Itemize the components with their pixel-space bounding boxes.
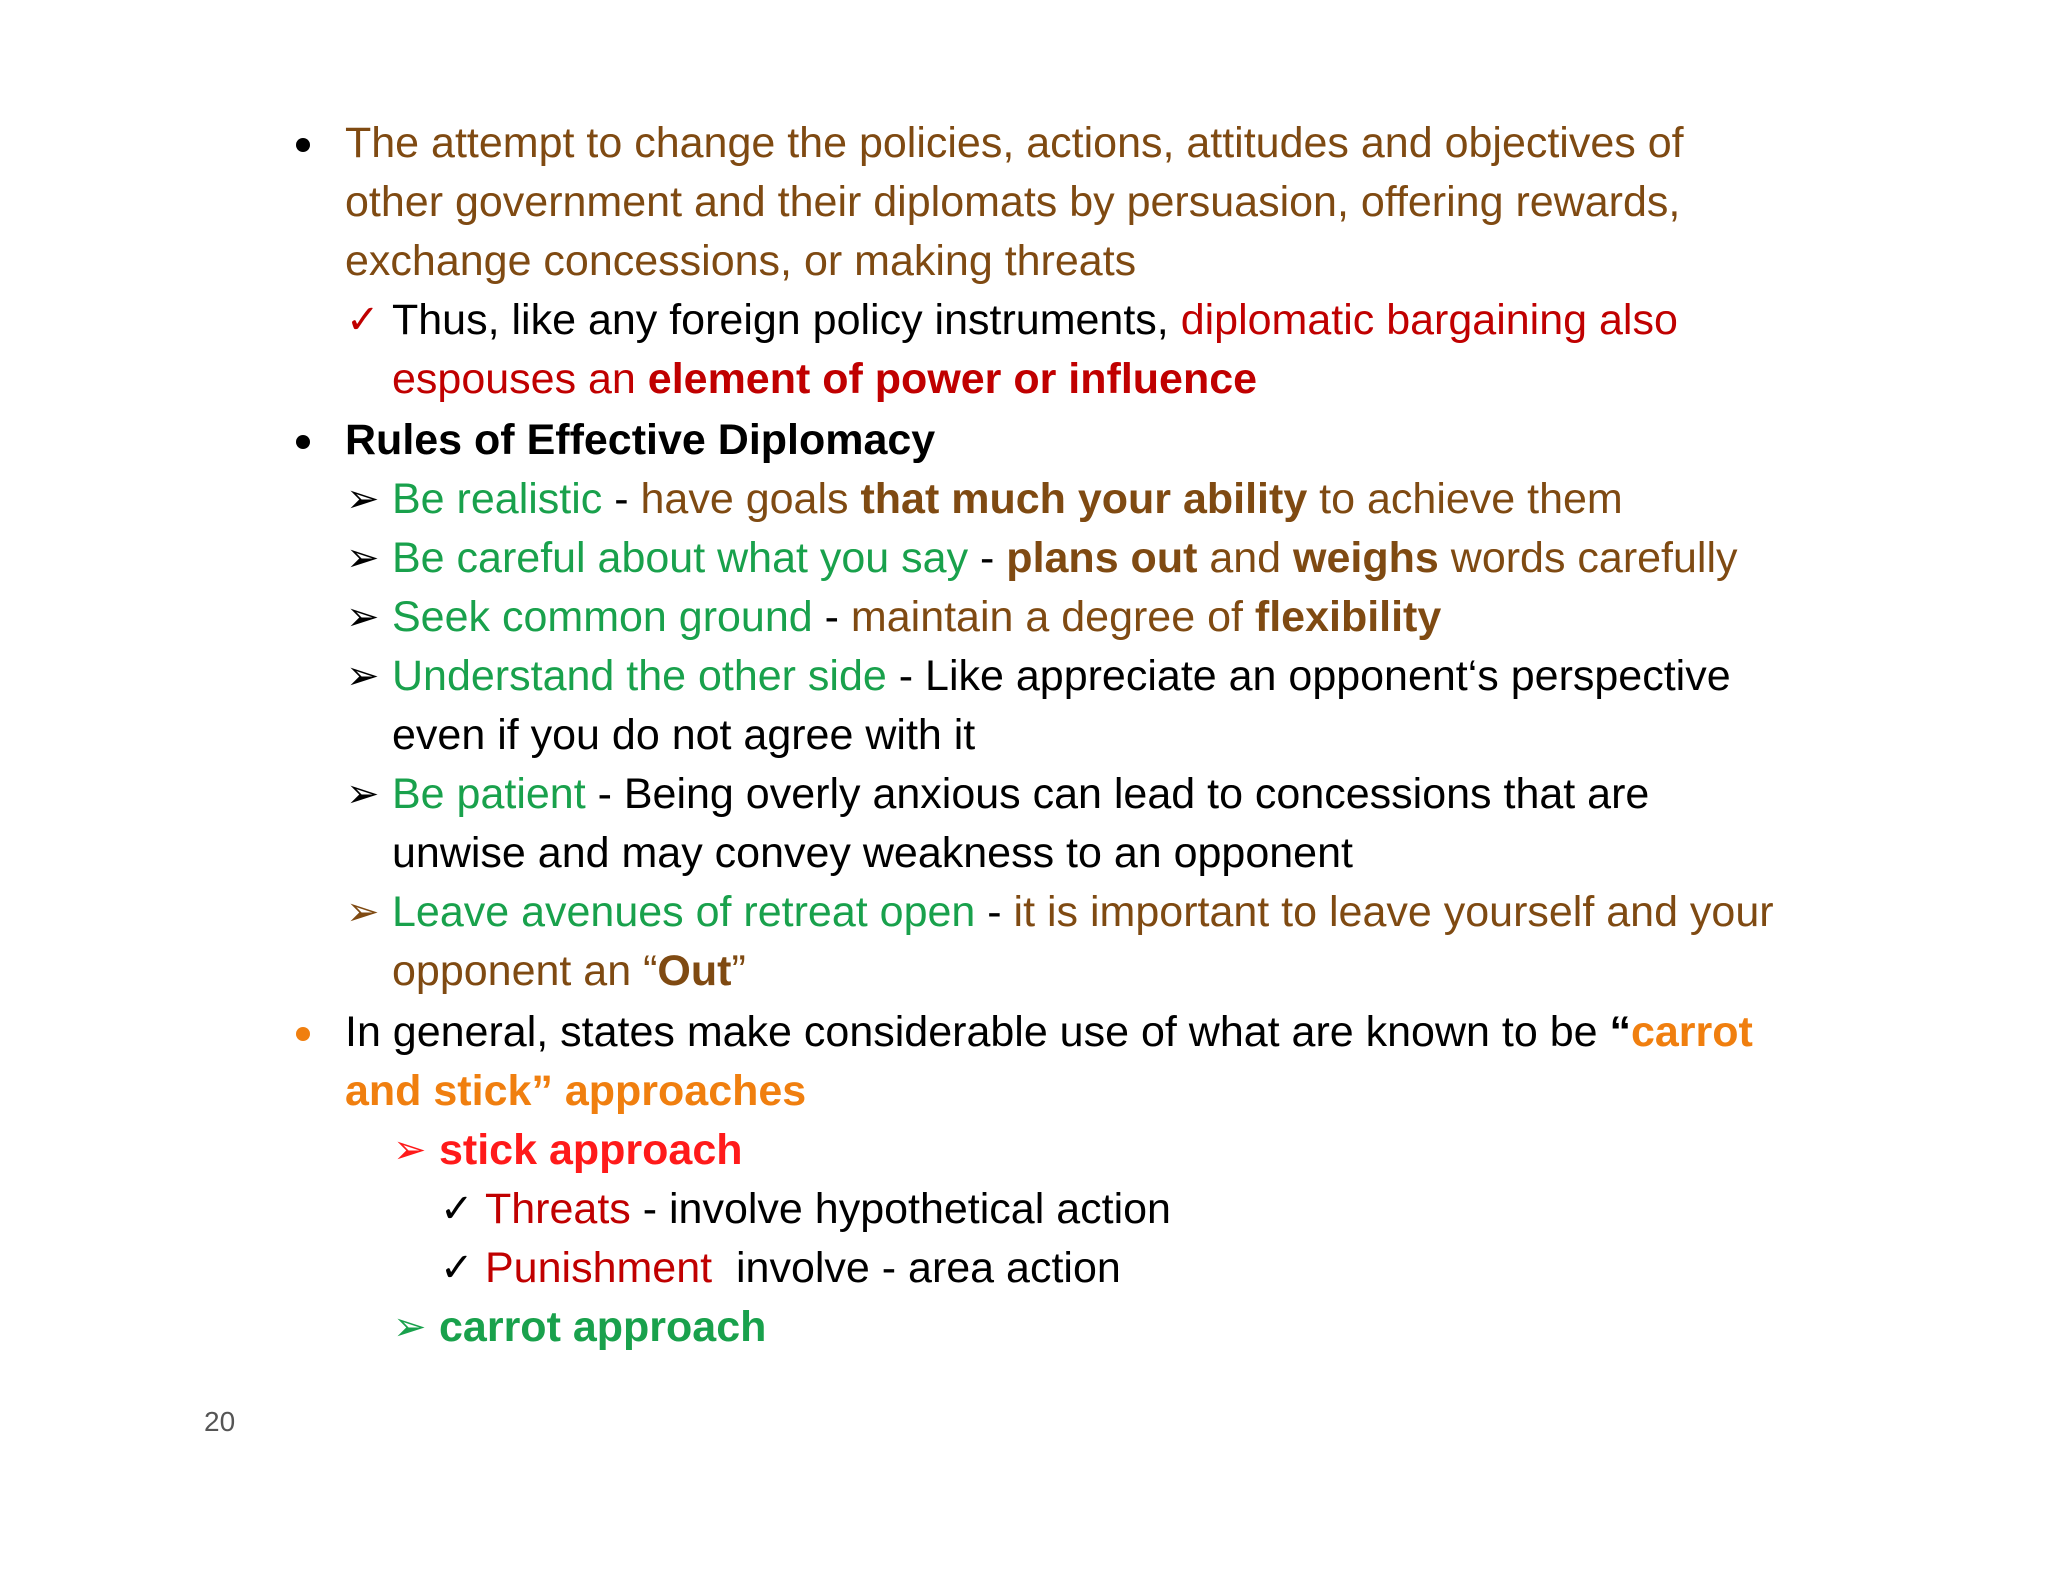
text-span: - Like appreciate an opponent‘s perspective — [886, 652, 1731, 700]
bullet-text-line — [345, 1062, 806, 1120]
text-span: involve - area action — [712, 1244, 1121, 1292]
text-span: carrot approach — [439, 1303, 767, 1351]
text-span: Be patient — [392, 770, 586, 818]
text-span: maintain a degree of — [850, 593, 1255, 641]
text-span: stick approach — [439, 1126, 743, 1174]
arrow-bullet-icon: ➢ — [393, 1128, 427, 1172]
arrow-bullet-icon: ➢ — [346, 536, 380, 580]
text-span: - — [975, 888, 1014, 936]
arrow-bullet-icon: ➢ — [346, 772, 380, 816]
rule-item — [392, 883, 1774, 941]
sub-bullet-line — [392, 350, 1257, 408]
arrow-bullet-icon: ➢ — [346, 595, 380, 639]
text-span: words carefully — [1438, 534, 1738, 582]
text-span: “ — [1609, 1008, 1631, 1056]
bullet-text-line — [345, 114, 1684, 172]
arrow-bullet-icon: ➢ — [393, 1305, 427, 1349]
stick-item — [485, 1180, 1171, 1238]
text-span: Seek common ground — [392, 593, 813, 641]
text-span: Be careful about what you say — [392, 534, 969, 582]
rule-item-continuation — [392, 824, 1353, 882]
text-span: opponent an “ — [392, 947, 658, 995]
text-span: - involve hypothetical action — [630, 1185, 1171, 1233]
text-span: other government and their diplomats by persuasion, offering rewards, — [345, 178, 1681, 226]
text-span: to achieve them — [1307, 475, 1623, 523]
text-span: Rules of Effective Diplomacy — [345, 416, 936, 464]
bullet-text-line — [345, 232, 1136, 290]
text-span: The attempt to change the policies, actions, attitudes and objectives of — [345, 119, 1684, 167]
text-span: Be realistic — [392, 475, 603, 523]
text-span: carrot — [1630, 1008, 1753, 1056]
text-span: even if you do not agree with it — [392, 711, 976, 759]
text-span: unwise and may convey weakness to an opponent — [392, 829, 1353, 877]
arrow-bullet-icon: ➢ — [346, 890, 380, 934]
rule-item — [392, 529, 1738, 587]
text-span: - — [602, 475, 641, 523]
rule-item-continuation — [392, 706, 975, 764]
rule-item-continuation — [392, 942, 746, 1000]
text-span: - — [812, 593, 851, 641]
text-span: have goals — [640, 475, 861, 523]
checkmark-icon: ✓ — [440, 1187, 474, 1231]
text-span: Understand the other side — [392, 652, 887, 700]
page-number: 20 — [204, 1406, 236, 1437]
text-span: Threats — [485, 1185, 631, 1233]
stick-approach-heading — [439, 1121, 743, 1179]
rule-item — [392, 765, 1649, 823]
section-heading — [345, 411, 935, 469]
stick-item — [485, 1239, 1121, 1297]
text-span: plans out — [1006, 534, 1198, 582]
text-span: and — [1197, 534, 1294, 582]
text-span: it is important to leave yourself and your — [1013, 888, 1774, 936]
checkmark-icon: ✓ — [346, 298, 380, 342]
rule-item — [392, 588, 1441, 646]
text-span: flexibility — [1254, 593, 1442, 641]
text-span: diplomatic bargaining also — [1180, 296, 1678, 344]
text-span: ” — [731, 947, 746, 995]
checkmark-icon: ✓ — [440, 1246, 474, 1290]
bullet-text-line — [345, 173, 1680, 231]
text-span: Out — [657, 947, 732, 995]
text-span: Punishment — [485, 1244, 713, 1292]
bullet-dot — [296, 114, 310, 172]
text-span: and stick” approaches — [345, 1067, 807, 1115]
text-span: weighs — [1293, 534, 1439, 582]
text-span: that much your ability — [860, 475, 1308, 523]
text-span: exchange concessions, or making threats — [345, 237, 1137, 285]
text-span: Thus, like any foreign policy instruments, — [392, 296, 1181, 344]
arrow-bullet-icon: ➢ — [346, 654, 380, 698]
bullet-dot — [296, 411, 310, 469]
arrow-bullet-icon: ➢ — [346, 477, 380, 521]
sub-bullet-line — [392, 291, 1678, 349]
text-span: - — [968, 534, 1007, 582]
carrot-approach-heading — [439, 1298, 766, 1356]
text-span: In general, states make considerable use of what are known to be — [345, 1008, 1610, 1056]
text-span: espouses an — [392, 355, 648, 403]
bullet-text-line — [345, 1003, 1753, 1061]
rule-item — [392, 470, 1623, 528]
text-span: Leave avenues of retreat open — [392, 888, 976, 936]
bullet-dot — [296, 1003, 310, 1061]
text-span: element of power or influence — [647, 355, 1258, 403]
text-span: - Being overly anxious can lead to concessions that are — [585, 770, 1650, 818]
rule-item — [392, 647, 1731, 705]
